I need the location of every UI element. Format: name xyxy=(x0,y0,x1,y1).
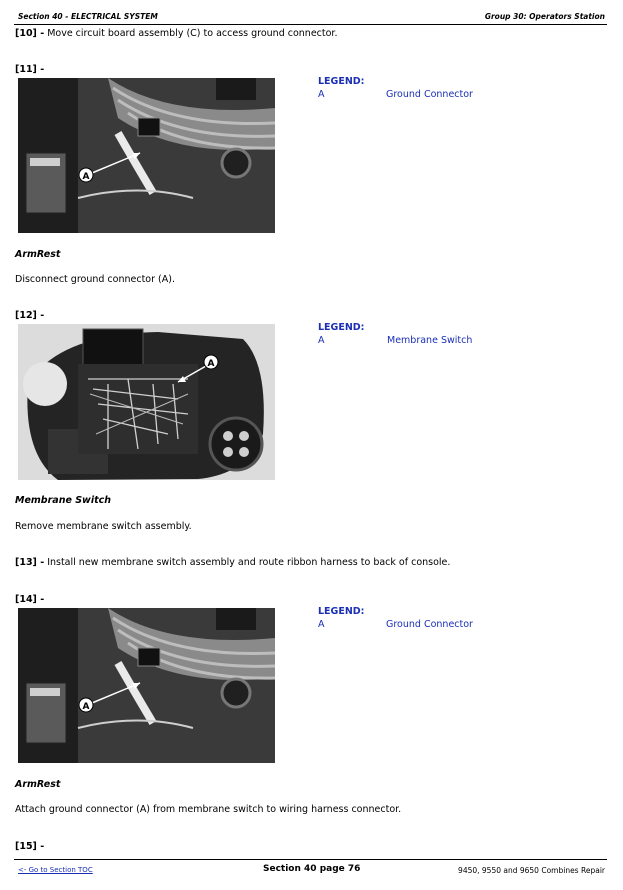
armrest-photo-ground-connector-2 xyxy=(18,608,275,763)
callout-a: A xyxy=(82,702,90,712)
step-10 xyxy=(15,28,337,39)
legend-title: LEGEND: xyxy=(318,606,365,617)
step-11-text: Disconnect ground connector (A). xyxy=(15,274,175,285)
legend-title: LEGEND: xyxy=(318,76,365,87)
armrest-photo-membrane-switch xyxy=(18,324,275,480)
legend-title: LEGEND: xyxy=(318,322,365,333)
step-12-number: [12] - xyxy=(15,310,45,321)
step-10-number: [10] - xyxy=(15,28,45,39)
legend-value: Membrane Switch xyxy=(387,335,473,346)
legend-value: Ground Connector xyxy=(386,619,473,630)
figure-caption: Membrane Switch xyxy=(15,495,112,506)
figure-caption: ArmRest xyxy=(15,779,61,790)
header-section-title: Section 40 - ELECTRICAL SYSTEM xyxy=(18,12,158,21)
header-group-title: Group 30: Operators Station xyxy=(484,12,605,21)
legend-key: A xyxy=(318,335,325,346)
step-11-number: [11] - xyxy=(15,64,45,75)
step-13 xyxy=(15,557,450,568)
callout-a: A xyxy=(207,359,215,369)
legend-value: Ground Connector xyxy=(386,89,473,100)
figure-caption: ArmRest xyxy=(15,249,61,260)
step-14-text: Attach ground connector (A) from membrane switch to wiring harness connector. xyxy=(15,804,402,815)
header-rule xyxy=(14,24,607,25)
page-number: Section 40 page 76 xyxy=(263,864,361,874)
step-15-number: [15] - xyxy=(15,841,45,852)
legend-key: A xyxy=(318,619,325,630)
armrest-photo-ground-connector xyxy=(18,78,275,233)
footer-manual-title: 9450, 9550 and 9650 Combines Repair xyxy=(458,866,605,875)
step-13-text: Install new membrane switch assembly and route ribbon harness to back of console. xyxy=(47,557,451,568)
legend-key: A xyxy=(318,89,325,100)
step-14-number: [14] - xyxy=(15,594,45,605)
step-10-text: Move circuit board assembly (C) to access ground connector. xyxy=(47,28,338,39)
callout-a: A xyxy=(82,172,90,182)
section-toc-link[interactable]: <- Go to Section TOC xyxy=(18,866,93,874)
step-12-text: Remove membrane switch assembly. xyxy=(15,521,192,532)
step-13-number: [13] - xyxy=(15,557,45,568)
footer-rule xyxy=(14,859,607,860)
